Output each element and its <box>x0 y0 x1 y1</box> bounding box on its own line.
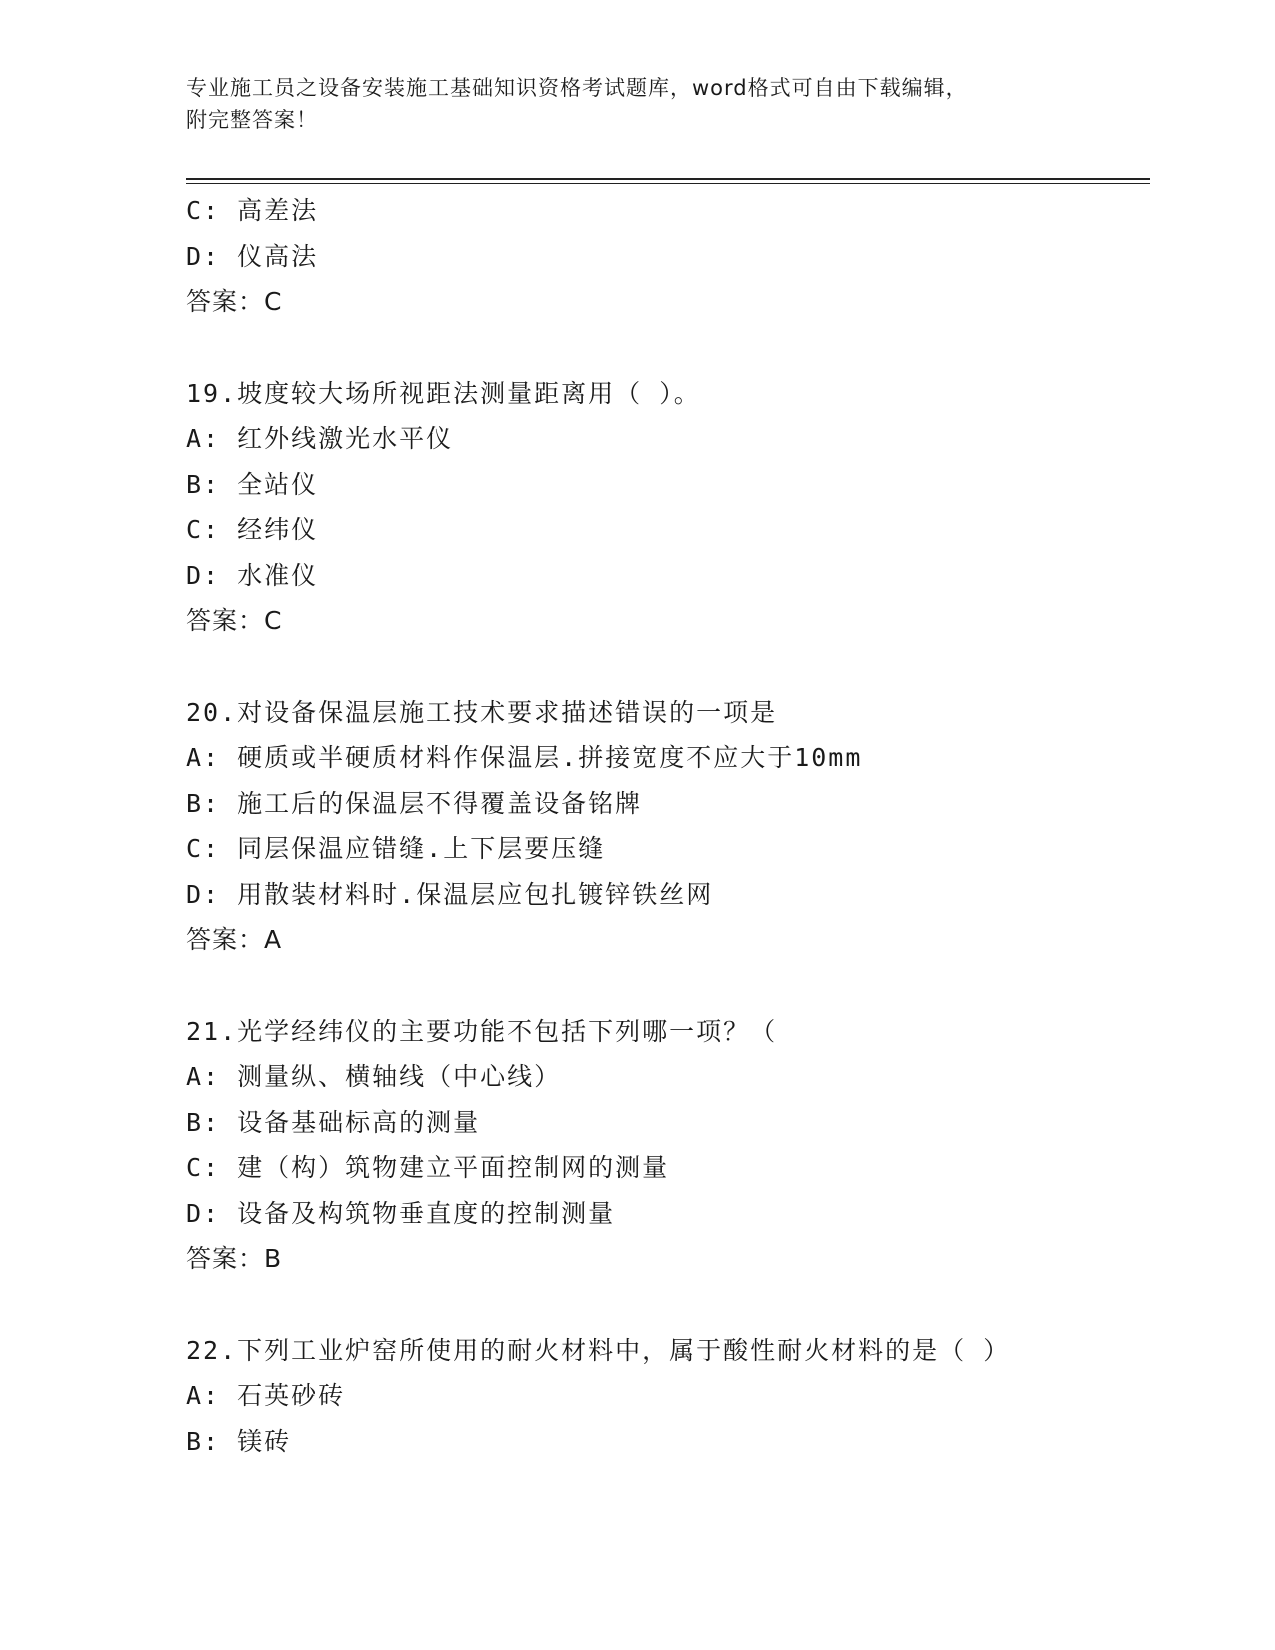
option-line: B: 镁砖 <box>186 1426 292 1456</box>
question-block-19 <box>186 371 1150 644</box>
header-divider-thick <box>186 178 1150 180</box>
answer-line: 答案：B <box>186 1244 283 1273</box>
option-line: B: 设备基础标高的测量 <box>186 1107 481 1137</box>
header-divider-thin <box>186 183 1150 184</box>
option-line: B: 施工后的保温层不得覆盖设备铭牌 <box>186 788 643 818</box>
spacer <box>186 644 1150 690</box>
spacer <box>186 325 1150 371</box>
question-stem: 22.下列工业炉窑所使用的耐火材料中，属于酸性耐火材料的是（ ） <box>186 1335 1011 1365</box>
option-line: D: 水准仪 <box>186 560 319 590</box>
option-line: B: 全站仪 <box>186 469 319 499</box>
question-block-18-tail <box>186 188 1150 325</box>
option-line: D: 设备及构筑物垂直度的控制测量 <box>186 1198 616 1228</box>
question-stem: 20.对设备保温层施工技术要求描述错误的一项是 <box>186 697 778 727</box>
answer-line: 答案：C <box>186 287 283 316</box>
header-line-1: 专业施工员之设备安装施工基础知识资格考试题库，word格式可自由下载编辑， <box>186 76 968 100</box>
document-body <box>186 188 1150 1464</box>
question-block-20 <box>186 690 1150 963</box>
answer-line: 答案：C <box>186 606 283 635</box>
document-header <box>186 72 1086 136</box>
question-stem: 19.坡度较大场所视距法测量距离用（ ）。 <box>186 378 701 408</box>
header-line-2: 附完整答案！ <box>186 108 318 132</box>
option-line: C: 建（构）筑物建立平面控制网的测量 <box>186 1153 670 1182</box>
question-block-22 <box>186 1328 1150 1465</box>
question-stem: 21.光学经纬仪的主要功能不包括下列哪一项？（ <box>186 1016 778 1046</box>
option-line: C: 高差法 <box>186 196 319 225</box>
option-line: A: 石英砂砖 <box>186 1381 346 1410</box>
question-block-21 <box>186 1009 1150 1282</box>
option-line: A: 红外线激光水平仪 <box>186 424 454 453</box>
option-line: C: 同层保温应错缝.上下层要压缝 <box>186 834 606 863</box>
option-line: D: 仪高法 <box>186 241 319 271</box>
option-line: D: 用散装材料时.保温层应包扎镀锌铁丝网 <box>186 879 714 909</box>
option-line: A: 硬质或半硬质材料作保温层.拼接宽度不应大于10mm <box>186 743 863 772</box>
option-line: C: 经纬仪 <box>186 515 319 544</box>
spacer <box>186 1282 1150 1328</box>
answer-line: 答案：A <box>186 925 283 954</box>
option-line: A: 测量纵、横轴线（中心线） <box>186 1062 562 1091</box>
spacer <box>186 963 1150 1009</box>
